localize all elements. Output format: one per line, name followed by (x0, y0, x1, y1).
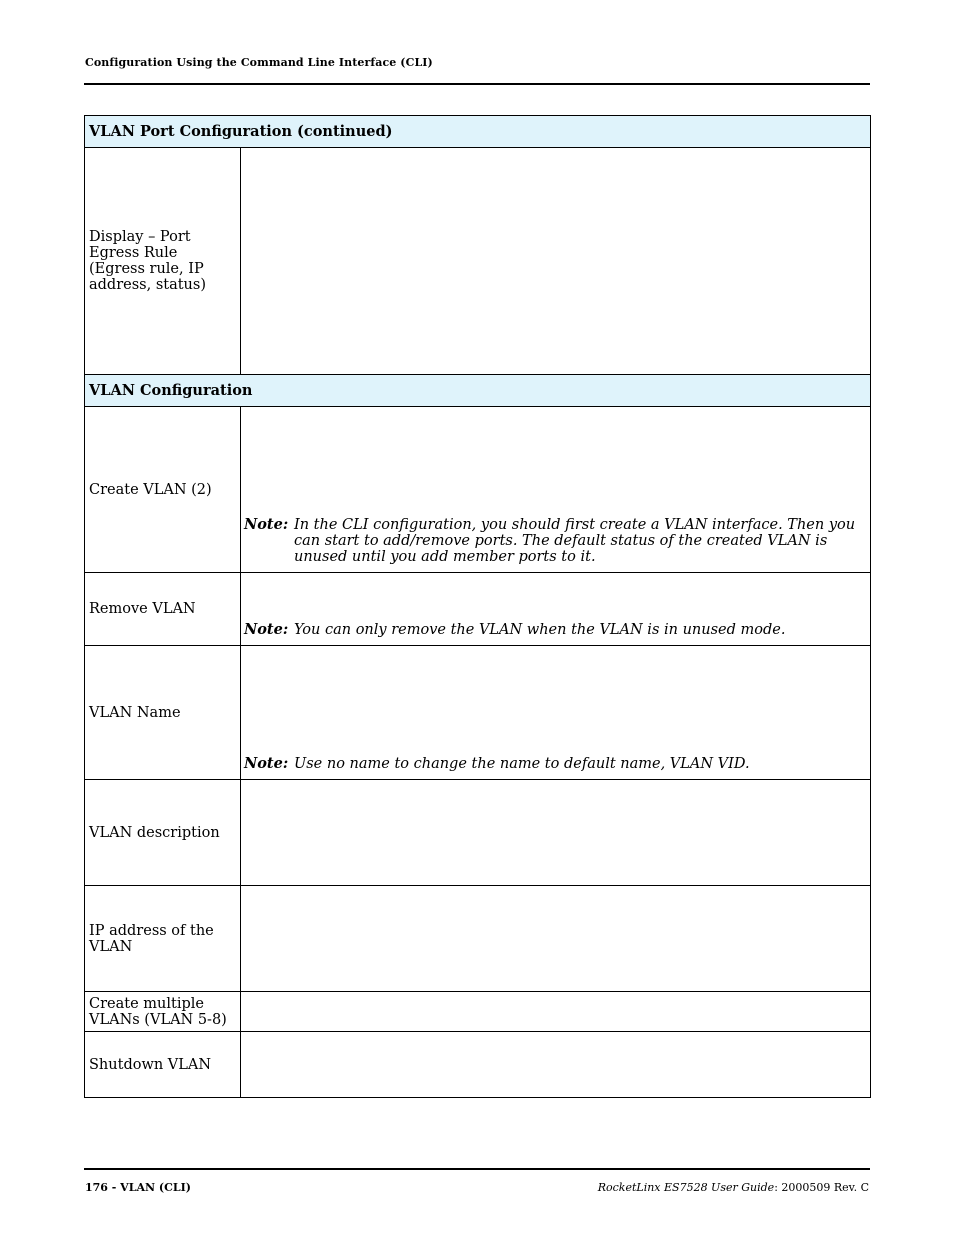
note-vlan-name (244, 756, 864, 772)
row-content-shutdown-vlan (241, 1032, 871, 1098)
note-label: Note: (244, 755, 289, 772)
section-title-vlan-port-configuration: VLAN Port Configuration (continued) (85, 116, 871, 148)
table-row (85, 992, 871, 1032)
note-text: You can only remove the VLAN when the VLAN is in unused mode. (294, 622, 786, 638)
row-content-vlan-ip (241, 886, 871, 992)
row-label-vlan-name: VLAN Name (85, 646, 241, 780)
section-header-row (85, 375, 871, 407)
footer-doc-number: : 2000509 Rev. C (774, 1181, 869, 1194)
row-content-create-vlan (241, 407, 871, 573)
row-label-remove-vlan: Remove VLAN (85, 573, 241, 646)
table-row (85, 407, 871, 573)
table-row (85, 646, 871, 780)
header-rule (84, 83, 870, 85)
section-header-row (85, 116, 871, 148)
table-row (85, 886, 871, 992)
row-label-vlan-description: VLAN description (85, 780, 241, 886)
row-content-display-egress (241, 148, 871, 375)
running-header: Configuration Using the Command Line Interface (CLI) (85, 56, 433, 69)
footer-product: RocketLinx ES7528 User Guide (597, 1181, 775, 1194)
row-content-multiple-vlans (241, 992, 871, 1032)
vlan-config-table (84, 115, 871, 1098)
note-create-vlan (244, 517, 864, 565)
footer-rule (84, 1168, 870, 1170)
table-row (85, 148, 871, 375)
note-remove-vlan (244, 622, 864, 638)
footer-doc-info (598, 1181, 869, 1194)
section-title-vlan-configuration: VLAN Configuration (85, 375, 871, 407)
table-row (85, 780, 871, 886)
row-label-multiple-vlans: Create multiple VLANs (VLAN 5-8) (85, 992, 241, 1032)
note-text: Use no name to change the name to default name, VLAN VID. (294, 756, 750, 772)
table-row (85, 1032, 871, 1098)
row-content-remove-vlan (241, 573, 871, 646)
row-label-vlan-ip: IP address of the VLAN (85, 886, 241, 992)
row-content-vlan-description (241, 780, 871, 886)
footer-page-label: 176 - VLAN (CLI) (85, 1181, 191, 1194)
note-label: Note: (244, 621, 289, 638)
note-text: In the CLI configuration, you should first create a VLAN interface. Then you can start to add/remove ports. The default status of the created VLAN is unused until you add member ports to it. (294, 517, 856, 565)
row-label-shutdown-vlan: Shutdown VLAN (85, 1032, 241, 1098)
row-label-display-egress: Display – Port Egress Rule (Egress rule, IP address, status) (85, 148, 241, 375)
note-label: Note: (244, 516, 289, 533)
table-row (85, 573, 871, 646)
row-label-create-vlan: Create VLAN (2) (85, 407, 241, 573)
row-content-vlan-name (241, 646, 871, 780)
